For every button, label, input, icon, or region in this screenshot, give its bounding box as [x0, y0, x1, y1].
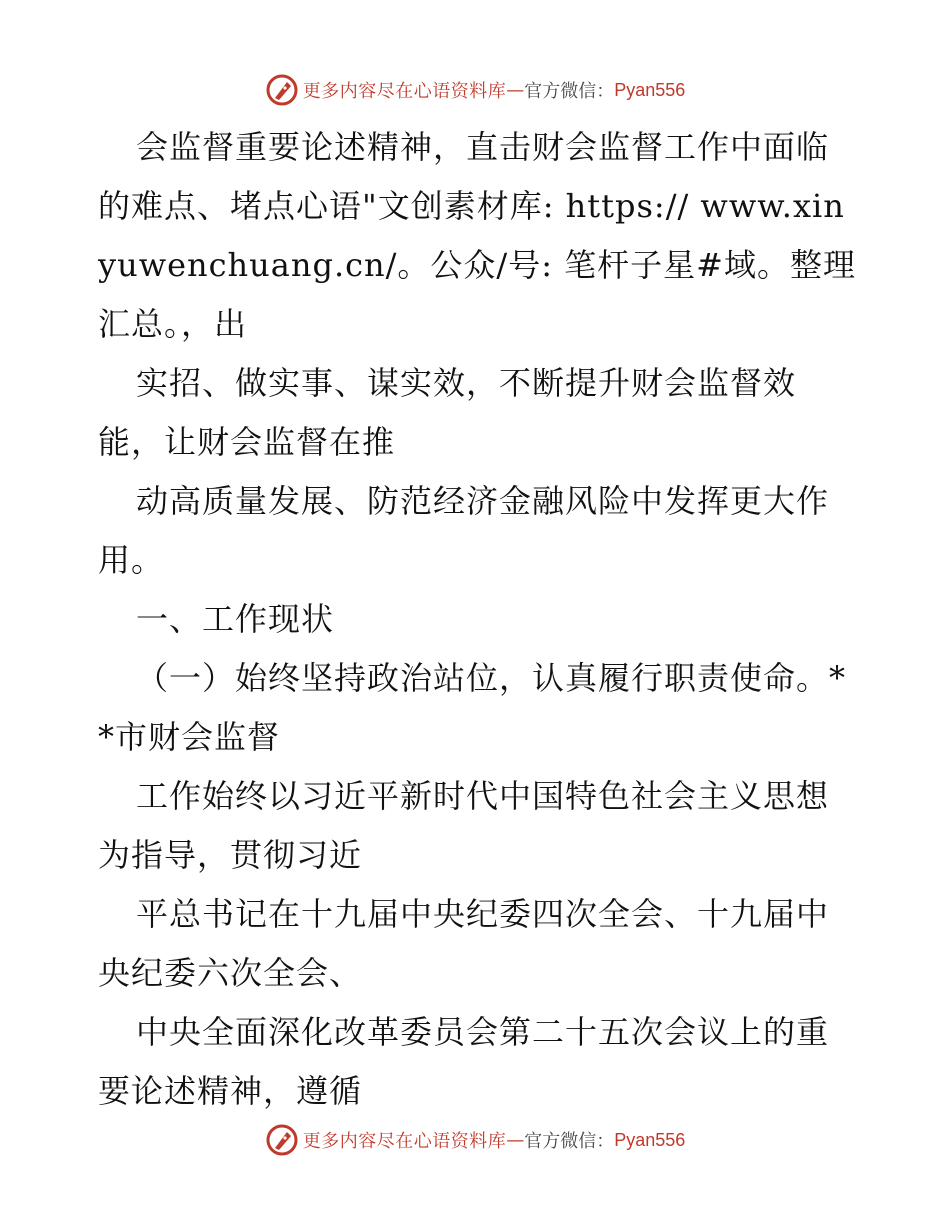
paragraph-6: 平总书记在十九届中央纪委四次全会、十九届中央纪委六次全会、: [98, 895, 830, 992]
banner-contact-id: Pyan556: [614, 1129, 686, 1150]
document-body: [98, 118, 858, 1121]
paragraph-5: 工作始终以习近平新时代中国特色社会主义思想为指导，贯彻习近: [98, 777, 830, 874]
pen-nib-seal-icon: [265, 1123, 299, 1157]
banner-separator: —: [506, 1129, 525, 1151]
banner-contact-label: 官方微信：: [524, 81, 615, 102]
paragraph-2: 实招、做实事、谋实效，不断提升财会监督效能，让财会监督在推: [98, 364, 797, 461]
paragraph-1: 会监督重要论述精神，直击财会监督工作中面临的难点、堵点心语"文创素材库: https:// www.xinyuwenchuang.cn/。公众/号: 笔杆子星#域。整理汇总。，出: [98, 128, 856, 343]
paragraph-7: 中央全面深化改革委员会第二十五次会议上的重要论述精神，遵循: [98, 1013, 830, 1110]
banner-contact-label: 官方微信：: [524, 1131, 615, 1152]
section-heading: 一、工作现状: [136, 600, 335, 638]
banner-text: 更多内容尽在心语资料库: [302, 1131, 507, 1152]
banner-separator: —: [506, 79, 525, 101]
footer-banner: [0, 1120, 950, 1160]
banner-contact-id: Pyan556: [614, 79, 686, 100]
banner-text: 更多内容尽在心语资料库: [302, 81, 507, 102]
pen-nib-seal-icon: [265, 73, 299, 107]
paragraph-4: （一）始终坚持政治站位，认真履行职责使命。**市财会监督: [98, 659, 847, 756]
header-banner: [0, 70, 950, 110]
paragraph-3: 动高质量发展、防范经济金融风险中发挥更大作用。: [98, 482, 830, 579]
